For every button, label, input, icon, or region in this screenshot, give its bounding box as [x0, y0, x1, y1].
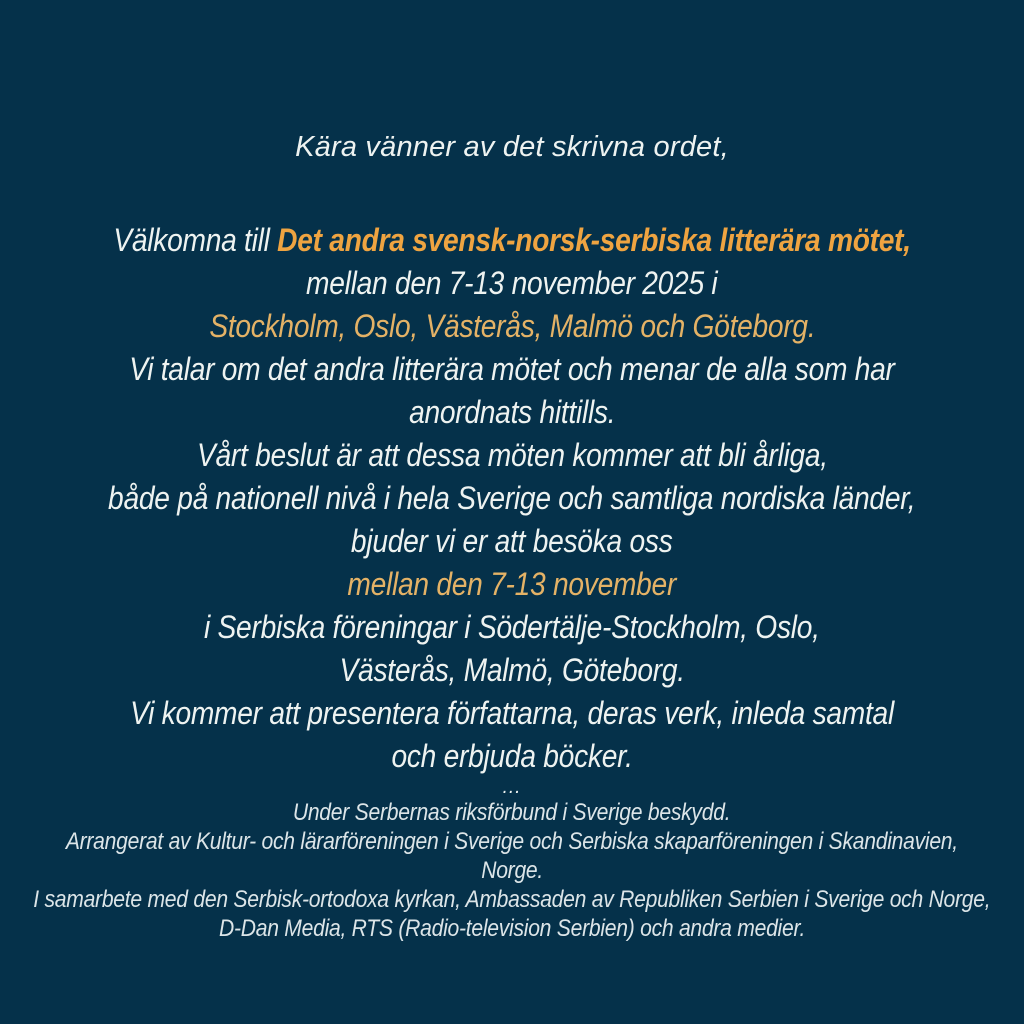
credit-line-patronage: Under Serbernas riksförbund i Sverige beskydd.: [293, 799, 731, 826]
date-year-line: mellan den 7-13 november 2025 i: [306, 265, 718, 301]
body-line-5: bjuder vi er att besöka oss: [351, 523, 673, 559]
greeting-line: Kära vänner av det skrivna ordet,: [295, 131, 729, 163]
credit-line-norway: Norge.: [481, 857, 543, 884]
venues-line-2: Västerås, Malmö, Göteborg.: [339, 652, 685, 688]
welcome-line: [113, 219, 910, 262]
credit-line-partners: I samarbete med den Serbisk-ortodoxa kyrkan, Ambassaden av Republiken Serbien i Sverige och Norge,: [33, 886, 991, 913]
separator-dots: ...: [502, 777, 522, 798]
credit-line-media: D-Dan Media, RTS (Radio-television Serbien) och andra medier.: [218, 915, 806, 942]
body-line-6: Vi kommer att presentera författarna, deras verk, inleda samtal: [130, 695, 894, 731]
venues-line-1: i Serbiska föreningar i Södertälje-Stockholm, Oslo,: [204, 609, 820, 645]
body-line-3: Vårt beslut är att dessa möten kommer att bli årliga,: [196, 437, 828, 473]
body-line-7: och erbjuda böcker.: [391, 738, 633, 774]
welcome-prefix: Välkomna till: [113, 222, 278, 258]
date-highlight-line: mellan den 7-13 november: [347, 566, 677, 602]
body-line-1: Vi talar om det andra litterära mötet och menar de alla som har: [129, 351, 895, 387]
event-title: Det andra svensk-norsk-serbiska litterära mötet,: [277, 222, 911, 258]
cities-line: Stockholm, Oslo, Västerås, Malmö och Göteborg.: [208, 308, 816, 344]
body-line-2: anordnats hittills.: [408, 394, 616, 430]
body-line-4: både på nationell nivå i hela Sverige och samtliga nordiska länder,: [108, 480, 916, 516]
credit-line-organizers: Arrangerat av Kultur- och lärarföreningen i Sverige och Serbiska skaparföreningen i Skandinavien,: [65, 828, 959, 855]
